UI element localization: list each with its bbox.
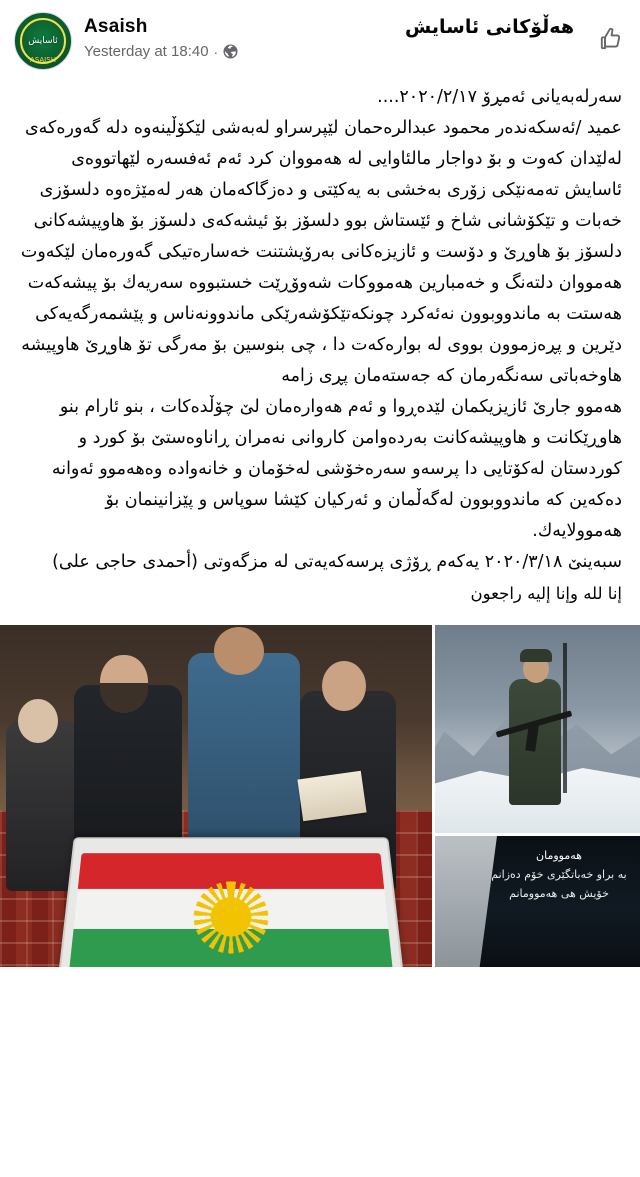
globe-icon[interactable]	[223, 44, 238, 59]
post-header	[0, 0, 640, 76]
post-paragraph: سبەینێ ٢٠٢٠/٣/١٨ یەکەم ڕۆژی پرسەکەیەتی لە مزگەوتی (أحمدی حاجی علی)	[52, 552, 622, 572]
flag-draped-coffin	[57, 837, 404, 967]
avatar[interactable]	[14, 12, 72, 70]
post-paragraph: سەرلەبەیانی ئەمڕۆ ٢٠٢٠/٢/١٧....	[377, 87, 622, 107]
post-meta-row	[84, 43, 626, 60]
fighter-on-snowy-ridge-photo[interactable]	[435, 625, 640, 833]
thumbs-up-icon[interactable]	[598, 26, 624, 52]
photo-person	[6, 721, 80, 891]
post-header-text	[84, 12, 626, 60]
meta-separator: ·	[213, 43, 219, 60]
post-paragraph: هەموو جارێ ئازیزیکمان لێدەڕوا و ئەم هەوارەمان لێ چۆڵدەکات ، بنو ئارام بنو هاوڕێکانت و هاوپیشەکانت بەردەوامن کاروانی نەمران ڕاناوەستێ بۆ کورد و کوردستان لەکۆتایی دا پرسەو سەرەخۆشی لەخۆمان و خانەواده وەهەموو ئەوانه دەکەین که ماندووبوون لەگەڵمان و ئەرکیان کێشا سوپاس و پێزانینمان بۆ هەموولایەك.	[51, 397, 622, 541]
post-paragraph-arabic: إنا لله وإنا إليه راجعون	[470, 584, 622, 603]
banner-line: خۆیش هی هەموومانم	[509, 887, 609, 900]
photo-fighter-cap	[520, 649, 552, 662]
post-media-grid	[0, 625, 640, 967]
banner-line: هەموومان	[536, 849, 582, 862]
avatar-sublabel: ASAISH	[30, 56, 56, 64]
media-right-column	[435, 625, 640, 967]
memorial-banner-photo[interactable]	[435, 836, 640, 967]
photo-open-book	[297, 771, 366, 821]
avatar-label: ئاسایش	[28, 36, 58, 46]
kurdistan-flag	[68, 853, 394, 967]
banner-text	[486, 848, 632, 901]
page-name[interactable]: Asaish	[84, 16, 148, 37]
post-timestamp[interactable]: Yesterday at 18:40	[84, 43, 209, 60]
post-body	[0, 76, 640, 619]
post-paragraph: عمید /ئەسکەندەر محمود عبدالرەحمان لێپرسراو لەبەشی لێکۆڵینەوە دلە گەورەکەی لەلێدان کەوت و بۆ دواجار مالئاوایی لە هەمووان کرد ئەم ئەفسەرە لێهاتووەی ئاسایش تەمەنێکی زۆری بەخشی بە یەکێتی و دەزگاکەمان هەر لەمێژەوە دلسۆزی خەبات و تێکۆشانی شاخ و ئێستاش بوو دلسۆز بۆ ئیشەکەی دلسۆز بۆ هاوپیشەکانی دلسۆز بۆ هاوڕێ و دۆست و ئازیزەکانی بەرۆیشتنت خەسارەتیکی گەورەمان لێکەوت هەمووان دلتەنگ و خەمبارین هەمووکات شەوۆڕێت خستبووە سەریەك بۆ پیشەکەت هەستت بە ماندووبوون نەئەکرد چونکەتێکۆشەرێکی ماندوونەناس و پێشمەرگەیەکی دێرین و پڕەزموون بووی لە بوارەکەت دا ، چی بنوسین بۆ مەرگی تۆ هاوڕێ هاوپیشە هاوخەباتی سەنگەرمان که جەستەمان پڕی زامە	[20, 118, 622, 386]
flag-sun-icon	[193, 881, 269, 953]
photo-person-head	[322, 661, 366, 711]
photo-person-head	[18, 699, 58, 743]
page-name-row	[84, 16, 626, 38]
mourning-gathering-photo[interactable]	[0, 625, 432, 967]
banner-line: به براو خەباتگێری خۆم دەزانم	[491, 868, 627, 881]
photo-person-head	[214, 627, 264, 675]
page-name-kurdish[interactable]: هەڵۆکانی ئاسایش	[405, 16, 574, 38]
